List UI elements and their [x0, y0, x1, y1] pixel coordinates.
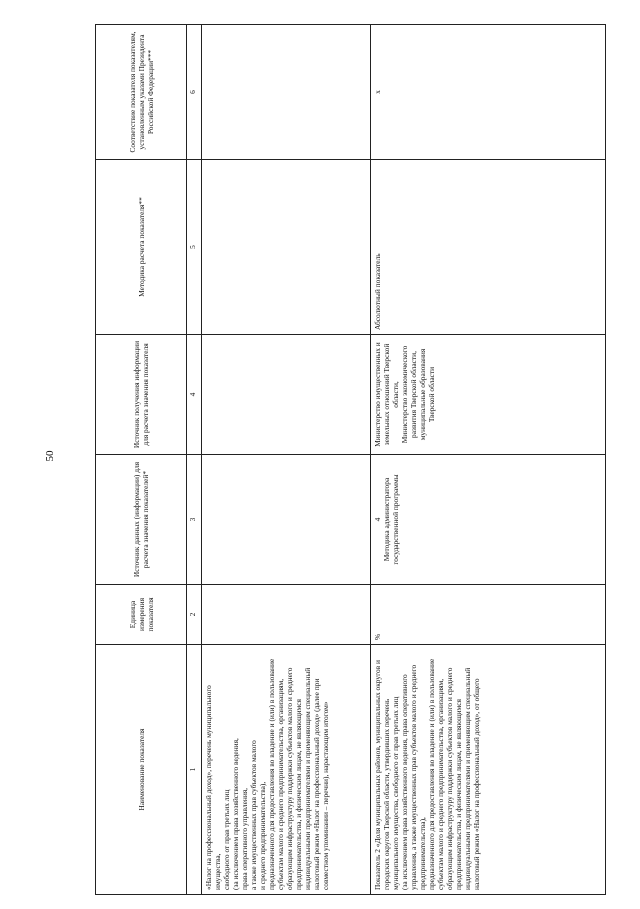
column-number: 1: [187, 645, 202, 895]
rotated-table-wrapper: [95, 25, 617, 895]
header-info-source: Источник получения информации для расчета значения показателя: [96, 335, 187, 455]
header-data-source: Источник данных (информации) для расчета значения показателей*: [96, 455, 187, 585]
info-source-cell: [202, 335, 371, 455]
table-row: [202, 25, 371, 895]
page-number: [0, 4, 70, 909]
indicator-name-cell: Показатель 2 «Доля муниципальных районов, муниципальных округов и городских округов Тверской области, утвердивших перечень муниципального имущества, свободного от прав третьих лиц (за исключением права хозяйственного ведения, права оперативного управления, а также имущественных прав субъектов малого и среднего предпринимательства), предназначенного для предоставления во владение и (или) в пользование субъектам малого и среднего предпринимательства, организациям, образующим инфраструктуру поддержки субъектов малого и среднего предпринимательства, и физическим лицам, не являющимся индивидуальными предпринимателями и применяющим специальный налоговый режим «Налог на профессиональный доход», от общего: [371, 645, 606, 895]
unit-cell: [202, 585, 371, 645]
header-conformity: Соответствие показателя показателям, установленным указами Президента Российской Федерации***: [96, 25, 187, 160]
column-number: 2: [187, 585, 202, 645]
table-header-row: [96, 25, 187, 895]
column-number: 5: [187, 160, 202, 335]
data-source-cell: 4 Методика администратора государственной программы: [371, 455, 606, 585]
header-method: Методика расчета показателя**: [96, 160, 187, 335]
table-row: [371, 25, 606, 895]
column-numbers-row: [187, 25, 202, 895]
conformity-cell: х: [371, 25, 606, 160]
column-number: 3: [187, 455, 202, 585]
column-number: 6: [187, 25, 202, 160]
conformity-cell: [202, 25, 371, 160]
header-unit: Единица измерения показателя: [96, 585, 187, 645]
column-number: 4: [187, 335, 202, 455]
header-indicator-name: Наименование показателя: [96, 645, 187, 895]
indicators-table: [95, 24, 606, 895]
unit-cell: %: [371, 585, 606, 645]
page-number-text: 50: [44, 450, 56, 462]
method-cell: [202, 160, 371, 335]
data-source-cell: [202, 455, 371, 585]
info-source-cell: Министерство имущественных и земельных отношений Тверской области, Министерство экономического развития Тверской области, муниципальные образования Тверской области: [371, 335, 606, 455]
method-cell: Абсолютный показатель: [371, 160, 606, 335]
indicator-name-cell: «Налог на профессиональный доход», перечень муниципального имущества, свободного от прав третьих лиц (за исключением права хозяйственного ведения, права оперативного управления, а также имущественных прав субъектов малого и среднего предпринимательства), предназначенного для предоставления во владение и (или) в пользование субъектам малого и среднего предпринимательства, организациям, образующим инфраструктуру поддержки субъектов малого и среднего предпринимательства, и физическим лицам, не являющимся индивидуальными предпринимателями и применяющим специальный налоговый режим «Налог на профессиональный доход» (далее при совместном упоминании – перечни), нарастающим итогом»: [202, 645, 371, 895]
